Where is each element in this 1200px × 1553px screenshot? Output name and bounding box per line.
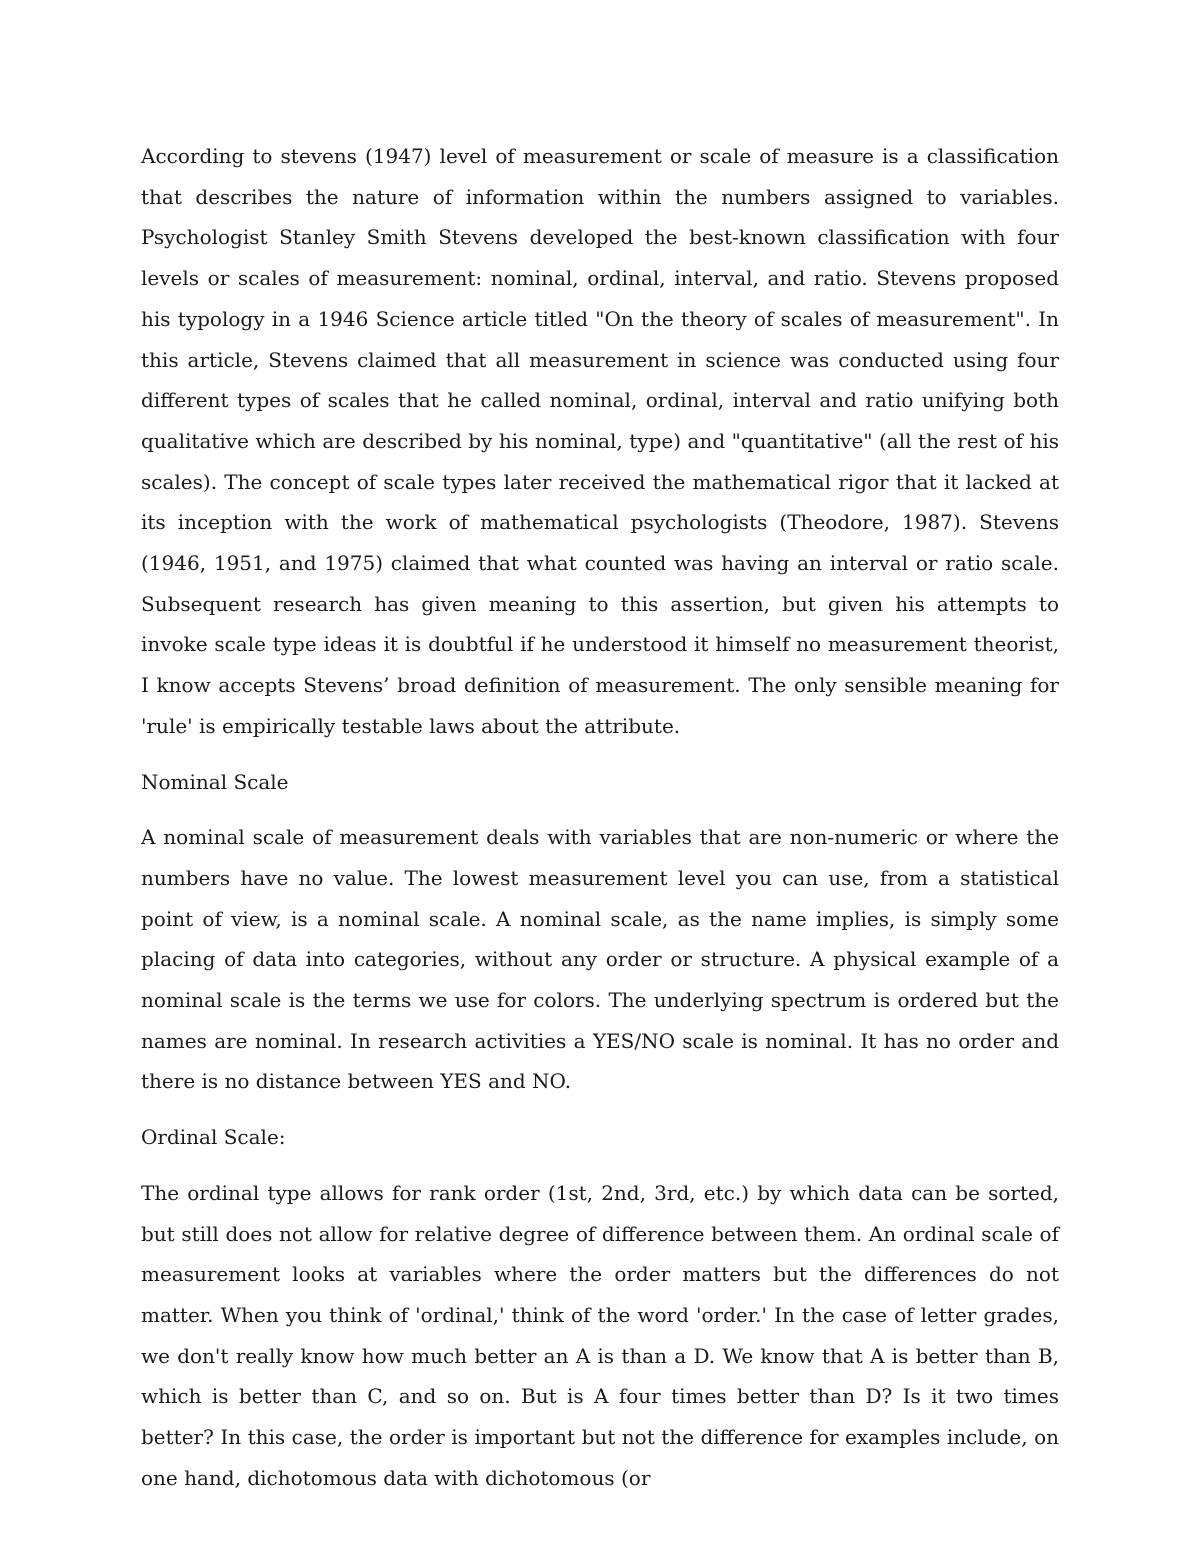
ordinal-scale-paragraph: The ordinal type allows for rank order (1st, 2nd, 3rd, etc.) by which data can be sorted, but still does not allow for relative degree of difference between them. An ordinal scale of measurement looks at variables where the order matters but the differences do not matter. When you think of 'ordinal,' think of the word 'order.' In the case of letter grades, we don't really know how much better an A is than a D. We know that A is better than B, which is better than C, and so on. But is A four times better than D? Is it two times better? In this case, the order is important but not the difference for examples include, on one hand, dichotomous data with dichotomous (or (141, 1180, 1059, 1490)
ordinal-scale-heading: Ordinal Scale: (141, 1125, 286, 1150)
nominal-scale-paragraph: A nominal scale of measurement deals with variables that are non-numeric or where the numbers have no value. The lowest measurement level you can use, from a statistical point of view, is a nominal scale. A nominal scale, as the name implies, is simply some placing of data into categories, without any order or structure. A physical example of a nominal scale is the terms we use for colors. The underlying spectrum is ordered but the names are nominal. In research activities a YES/NO scale is nominal. It has no order and there is no distance between YES and NO. (141, 825, 1059, 1094)
intro-paragraph: According to stevens (1947) level of measurement or scale of measure is a classification that describes the nature of information within the numbers assigned to variables. Psychologist Stanley Smith Stevens developed the best-known classification with four levels or scales of measurement: nominal, ordinal, interval, and ratio. Stevens proposed his typology in a 1946 Science article titled "On the theory of scales of measurement". In this article, Stevens claimed that all measurement in science was conducted using four different types of scales that he called nominal, ordinal, interval and ratio unifying both qualitative which are described by his nominal, type) and "quantitative" (all the rest of his scales). The concept of scale types later received the mathematical rigor that it lacked at its inception with the work of mathematical psychologists (Theodore, 1987). Stevens (1946, 1951, and 1975) claimed that what counted was having an interval or ratio scale. Subsequent research has given meaning to this assertion, but given his attempts to invoke scale type ideas it is doubtful if he understood it himself no measurement theorist, I know accepts Stevens’ broad definition of measurement. The only sensible meaning for 'rule' is empirically testable laws about the attribute. (141, 144, 1059, 738)
nominal-scale-heading: Nominal Scale (141, 769, 289, 794)
document-body (141, 136, 1059, 1499)
